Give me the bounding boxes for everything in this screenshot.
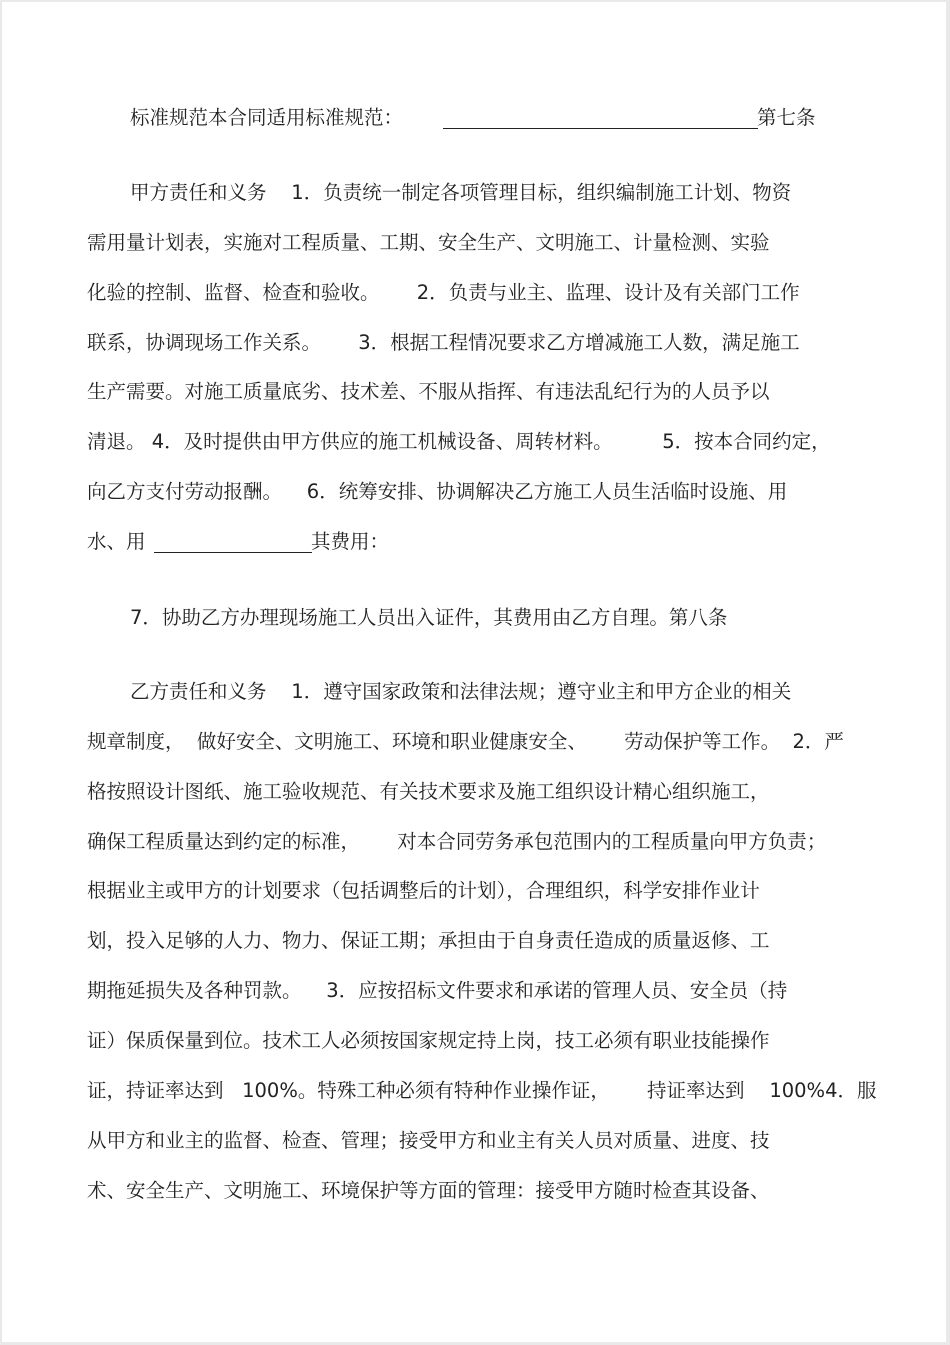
text-line: 划，投入足够的人力、物力、保证工期；承担由于自身责任造成的质量返修、工 (87, 929, 770, 952)
text-line: 向乙方支付劳动报酬。 6．统筹安排、协调解决乙方施工人员生活临时设施、用 (87, 480, 788, 503)
document-page (2, 2, 946, 1342)
text-line: 甲方责任和义务 1．负责统一制定各项管理目标，组织编制施工计划、物资 (130, 181, 792, 204)
text-line: 确保工程质量达到约定的标准， 对本合同劳务承包范围内的工程质量向甲方负责； (87, 830, 827, 853)
text-line: 从甲方和业主的监督、检查、管理；接受甲方和业主有关人员对质量、进度、技 (87, 1129, 770, 1152)
text-line: 标准规范本合同适用标准规范： (130, 106, 404, 129)
article-heading: 第七条 (757, 106, 816, 129)
text-line: 水、用 (87, 530, 146, 553)
text-line: 其费用： (311, 530, 390, 553)
text-line: 需用量计划表，实施对工程质量、工期、安全生产、文明施工、计量检测、实验 (87, 231, 770, 254)
text-line: 清退。 4．及时提供由甲方供应的施工机械设备、周转材料。 5．按本合同约定， (87, 430, 831, 453)
text-line: 联系，协调现场工作关系。 3．根据工程情况要求乙方增减施工人数，满足施工 (87, 331, 800, 354)
text-line: 证）保质保量到位。技术工人必须按国家规定持上岗，技工必须有职业技能操作 (87, 1029, 770, 1052)
text-line: 格按照设计图纸、施工验收规范、有关技术要求及施工组织设计精心组织施工， (87, 780, 770, 803)
text-line: 期拖延损失及各种罚款。 3．应按招标文件要求和承诺的管理人员、安全员（持 (87, 979, 788, 1002)
text-line: 乙方责任和义务 1．遵守国家政策和法律法规；遵守业主和甲方企业的相关 (130, 680, 792, 703)
fill-in-blank[interactable] (154, 552, 312, 553)
text-line: 生产需要。对施工质量底劣、技术差、不服从指挥、有违法乱纪行为的人员予以 (87, 380, 770, 403)
text-line: 化验的控制、监督、检查和验收。 2．负责与业主、监理、设计及有关部门工作 (87, 281, 800, 304)
text-line: 规章制度， 做好安全、文明施工、环境和职业健康安全、 劳动保护等工作。 2．严 (87, 730, 844, 753)
text-line: 7．协助乙方办理现场施工人员出入证件，其费用由乙方自理。第八条 (130, 606, 728, 629)
text-line: 术、安全生产、文明施工、环境保护等方面的管理：接受甲方随时检查其设备、 (87, 1179, 770, 1202)
text-line: 根据业主或甲方的计划要求（包括调整后的计划），合理组织，科学安排作业计 (87, 879, 760, 902)
text-line: 证，持证率达到 100%。特殊工种必须有特种作业操作证， 持证率达到 100%4．服 (87, 1079, 877, 1102)
fill-in-blank[interactable] (443, 128, 758, 129)
